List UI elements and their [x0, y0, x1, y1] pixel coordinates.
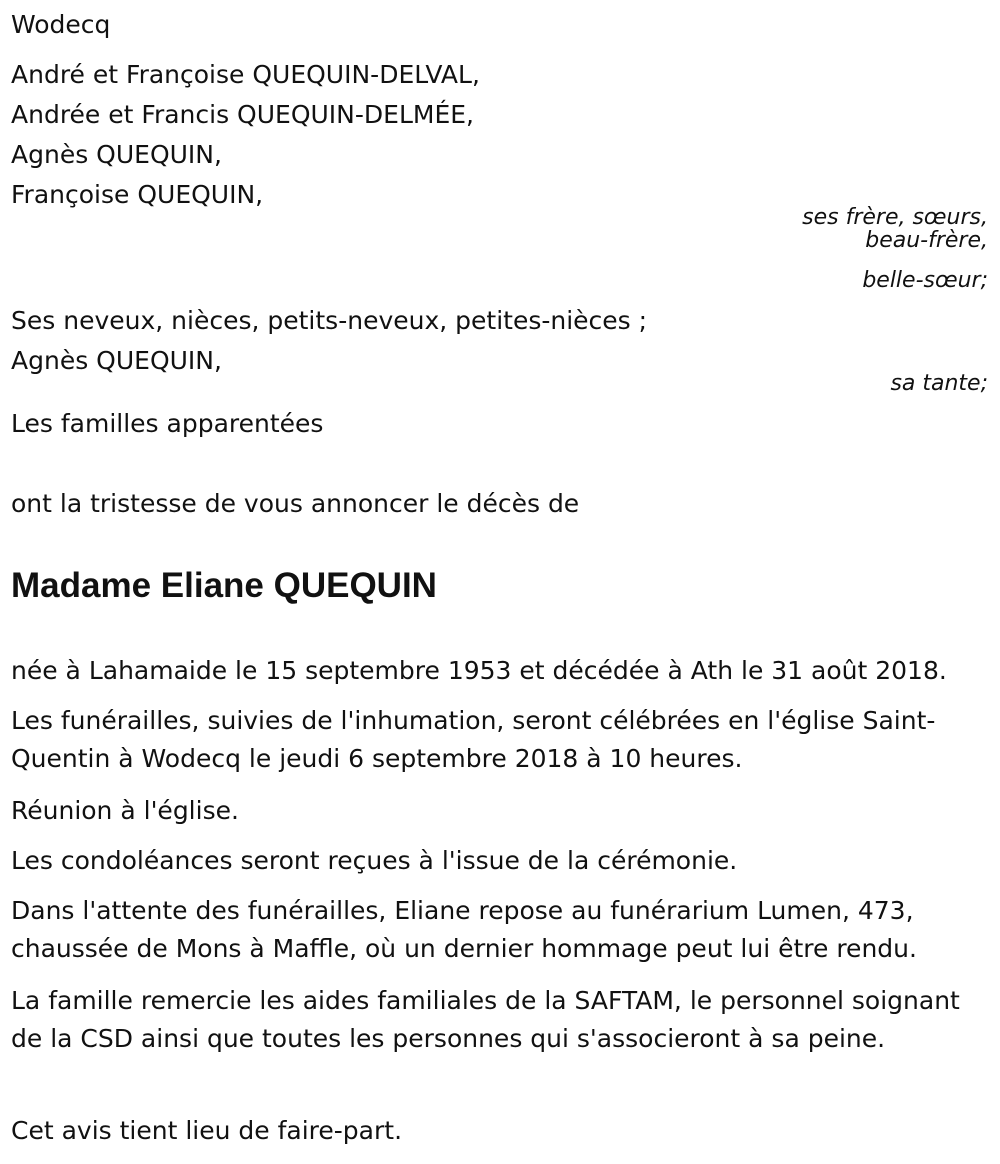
siblings-role-line: beau-frère, [865, 228, 988, 253]
condolences-paragraph: Les condoléances seront reçues à l'issue de la cérémonie. [11, 846, 738, 875]
birth-death-paragraph: née à Lahamaide le 15 septembre 1953 et décédée à Ath le 31 août 2018. [11, 656, 947, 685]
meeting-paragraph: Réunion à l'église. [11, 796, 239, 825]
thanks-paragraph: La famille remercie les aides familiales de la SAFTAM, le personnel soignant de la CSD ainsi que toutes les personnes qui s'associeront à sa peine. [11, 986, 960, 1053]
sibling-line: Agnès QUEQUIN, [11, 140, 222, 169]
funeral-paragraph: Les funérailles, suivies de l'inhumation, seront célébrées en l'église Saint-Quentin à Wodecq le jeudi 6 septembre 2018 à 10 heures. [11, 706, 936, 773]
announcement-line: ont la tristesse de vous annoncer le décès de [11, 489, 580, 518]
deceased-name: Madame Eliane QUEQUIN [11, 566, 437, 605]
siblings-role-line: belle-sœur; [862, 268, 988, 293]
siblings-role-line: ses frère, sœurs, [802, 205, 988, 230]
closing-paragraph: Cet avis tient lieu de faire-part. [11, 1116, 403, 1145]
families-line: Les familles apparentées [11, 409, 324, 438]
sibling-line: Andrée et Francis QUEQUIN-DELMÉE, [11, 100, 474, 129]
funerarium-paragraph: Dans l'attente des funérailles, Eliane repose au funérarium Lumen, 473, chaussée de Mons à Maffle, où un dernier hommage peut lui être rendu. [11, 896, 917, 963]
nephews-line: Ses neveux, nièces, petits-neveux, petites-nièces ; [11, 306, 648, 335]
aunt-role: sa tante; [890, 371, 988, 396]
location-heading: Wodecq [11, 10, 111, 39]
sibling-line: Françoise QUEQUIN, [11, 180, 264, 209]
sibling-line: André et Françoise QUEQUIN-DELVAL, [11, 60, 480, 89]
aunt-line: Agnès QUEQUIN, [11, 346, 222, 375]
